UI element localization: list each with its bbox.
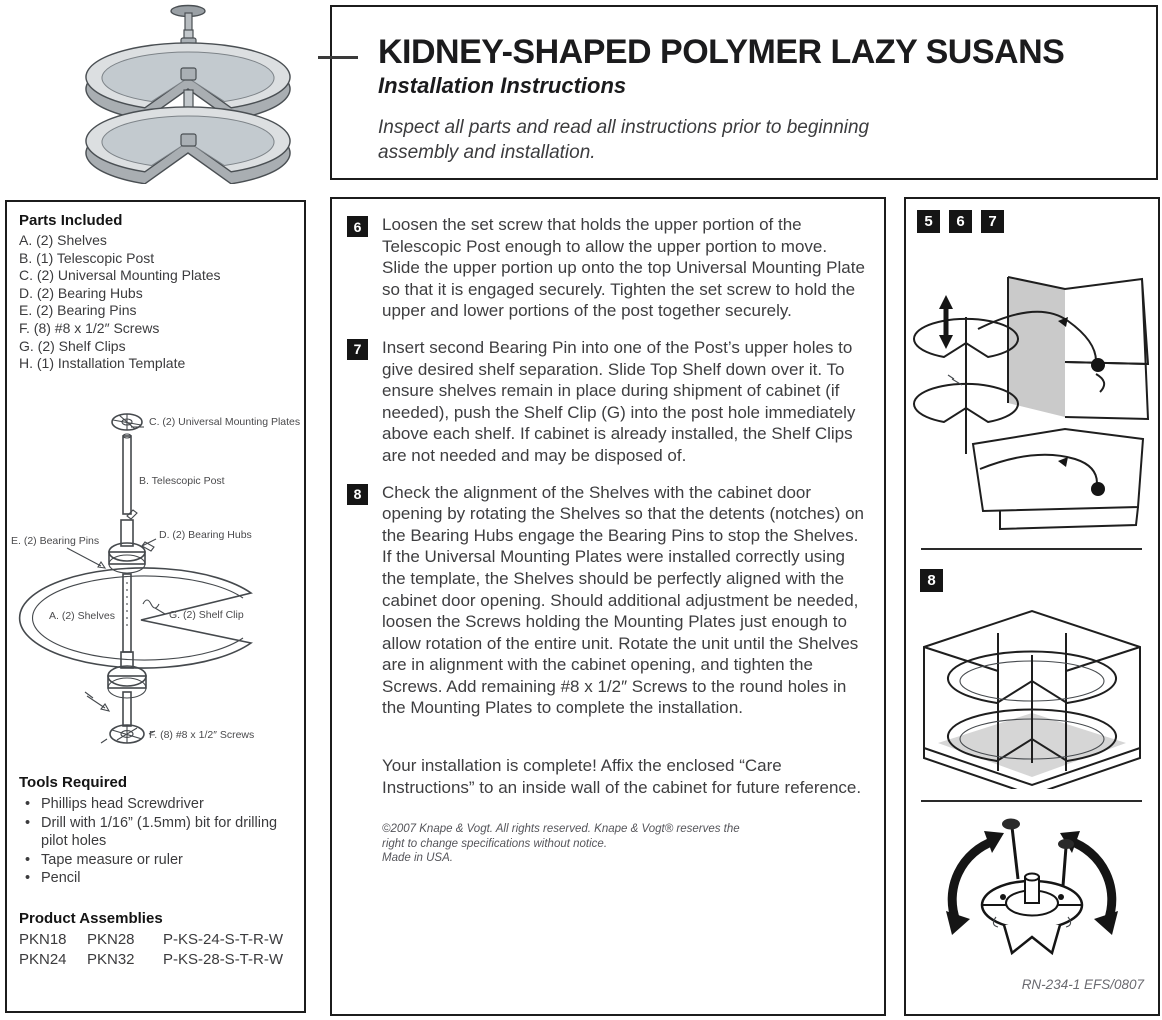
step-item-8 — [347, 482, 868, 720]
diagram-label-pins: E. (2) Bearing Pins — [11, 535, 100, 547]
step-number-badge: 8 — [920, 569, 943, 592]
rotation-illustration — [908, 813, 1156, 971]
parts-list-item: D. (2) Bearing Hubs — [19, 284, 143, 301]
title-block — [330, 5, 1158, 180]
assembly-row — [19, 930, 295, 950]
document-code: RN-234-1 EFS/0807 — [1021, 977, 1144, 992]
assembly-code: PKN28 — [87, 931, 135, 948]
step-number-badge: 5 — [917, 210, 940, 233]
diagram-label-post: B. Telescopic Post — [139, 475, 225, 487]
assembly-code: PKN32 — [87, 951, 135, 968]
assemblies-heading: Product Assemblies — [19, 910, 163, 927]
step-text: Loosen the set screw that holds the upper portion of the Telescopic Post enough to allow the upper portion to move. Slide the upper portion up onto the top Universal Mounting Plate so that it is engaged securely. Tighten the set screw to hold the upper and lower portions of the post together securely. — [382, 215, 865, 321]
step-item-7 — [347, 337, 868, 467]
step-number-badge: 7 — [347, 339, 368, 360]
page-title: KIDNEY-SHAPED POLYMER LAZY SUSANS — [378, 33, 1065, 71]
tools-list-item: • Pencil — [19, 869, 295, 888]
parts-list-item: G. (2) Shelf Clips — [19, 337, 126, 354]
parts-list-item: E. (2) Bearing Pins — [19, 302, 137, 319]
intro-note: Inspect all parts and read all instructions prior to beginning assembly and installation. — [378, 116, 870, 164]
figure-divider — [921, 548, 1142, 550]
exploded-parts-diagram — [9, 396, 303, 768]
tools-list-item: • Drill with 1/16” (1.5mm) bit for drilling pilot holes — [19, 814, 295, 851]
assembly-code: PKN18 — [19, 931, 67, 948]
figure-step-badges — [917, 210, 1004, 233]
parts-list-item: A. (2) Shelves — [19, 232, 107, 248]
step-text: Check the alignment of the Shelves with the cabinet door opening by rotating the Shelves so that the detents (notches) on the Bearing Hubs engage the Bearing Pins to stop the Shelves. If the Universal Mounting Plates were installed correctly using the template, the Shelves should be perfectly aligned with the cabinet door opening. Should additional adjustment be needed, loosen the Screws holding the Mounting Plates just enough to allow rotation of the entire unit. Rotate the unit until the Shelves are in alignment with the cabinet opening, and tighten the Screws. Add remaining #8 x 1/2″ Screws to the round holes in the Mounting Plates to complete the installation. — [382, 482, 864, 718]
assembly-code: P-KS-24-S-T-R-W — [163, 931, 283, 948]
made-in-note: Made in USA. — [382, 852, 453, 865]
parts-panel — [5, 200, 306, 1013]
tools-block — [19, 774, 295, 888]
diagram-label-screws: F. (8) #8 x 1/2″ Screws — [149, 729, 255, 741]
parts-list-item: H. (1) Installation Template — [19, 355, 186, 372]
tools-list — [19, 795, 295, 888]
step-text: Insert second Bearing Pin into one of the Post’s upper holes to give desired shelf separation. Slide Top Shelf down over it. To ensure shelves remain in place during shipment of cabinet (if needed), push the Shelf Clip (G) into the post hole immediately above each shelf. If cabinet is already installed, the Shelf Clips are not needed and may be disposed of. — [382, 337, 856, 465]
alignment-illustration — [908, 593, 1156, 789]
instructions-panel — [330, 197, 886, 1016]
title-tick-mark — [318, 56, 358, 59]
tools-list-item: • Tape measure or ruler — [19, 851, 295, 870]
step-number-badge: 7 — [981, 210, 1004, 233]
product-illustration — [38, 2, 306, 184]
diagram-label-hubs: D. (2) Bearing Hubs — [159, 529, 252, 541]
cabinet-install-illustration — [908, 239, 1156, 539]
assembly-row — [19, 950, 295, 970]
figures-panel — [904, 197, 1160, 1016]
diagram-label-clip: G. (2) Shelf Clip — [169, 609, 244, 621]
product-assemblies-block — [19, 910, 295, 970]
parts-list-item: B. (1) Telescopic Post — [19, 249, 155, 266]
assembly-code: P-KS-28-S-T-R-W — [163, 951, 283, 968]
parts-list — [19, 232, 292, 373]
completion-note: Your installation is complete! Affix the enclosed “Care Instructions” to an inside wall of the cabinet for future reference. — [382, 756, 862, 797]
page-subtitle: Installation Instructions — [378, 72, 627, 98]
step-item-6 — [347, 214, 868, 322]
tools-list-item: • Phillips head Screwdriver — [19, 795, 295, 814]
assembly-code: PKN24 — [19, 951, 67, 968]
tools-heading: Tools Required — [19, 774, 128, 791]
step-number-badge: 6 — [347, 216, 368, 237]
step-number-badge: 8 — [347, 484, 368, 505]
diagram-label-plates: C. (2) Universal Mounting Plates — [149, 416, 301, 428]
step-number-badge: 6 — [949, 210, 972, 233]
diagram-label-shelves: A. (2) Shelves — [49, 610, 115, 622]
figure-divider — [921, 800, 1142, 802]
parts-list-item: C. (2) Universal Mounting Plates — [19, 267, 221, 284]
copyright-note: ©2007 Knape & Vogt. All rights reserved. Knape & Vogt® reserves the right to change specifications without notice. — [382, 823, 740, 850]
parts-heading: Parts Included — [19, 212, 123, 229]
parts-list-item: F. (8) #8 x 1/2″ Screws — [19, 319, 160, 336]
